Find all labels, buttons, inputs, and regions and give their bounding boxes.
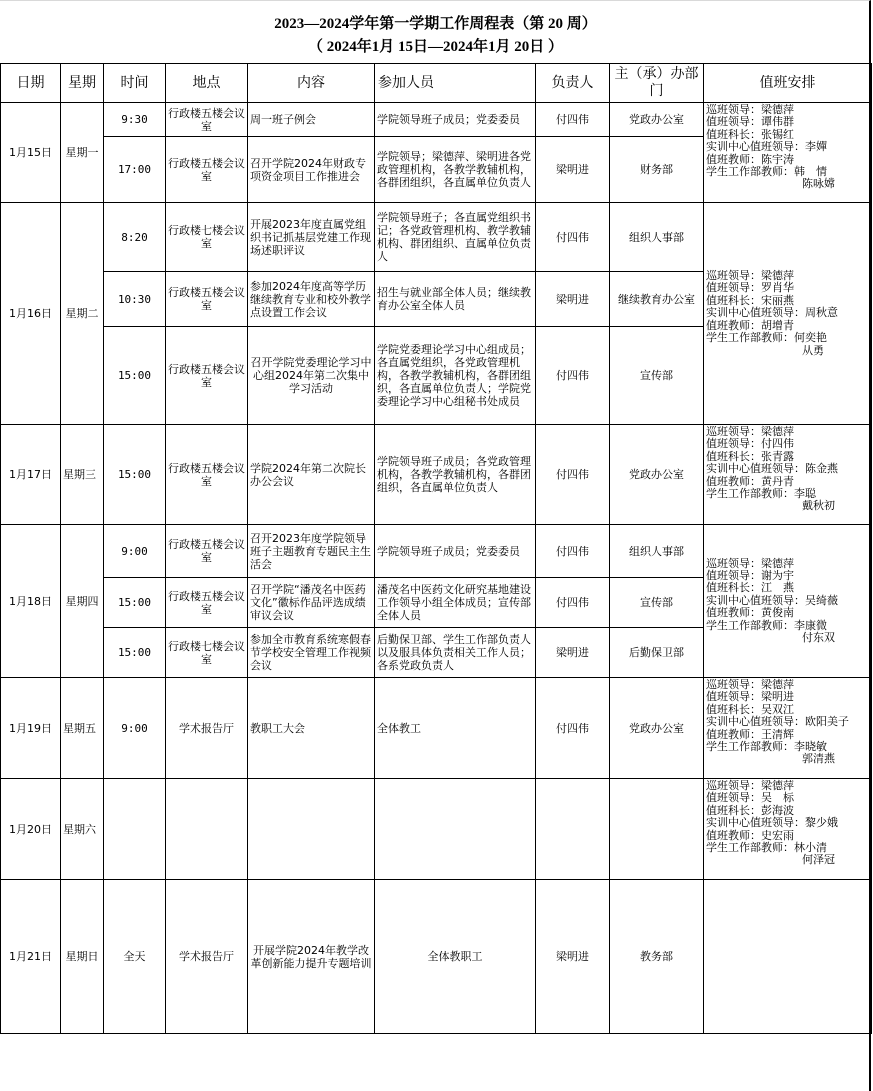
duty-line: 值班教师：史宏雨 bbox=[706, 828, 794, 842]
blank-area bbox=[0, 1034, 871, 1091]
page-subtitle: （ 2024年1月 15日—2024年1月 20日 ） bbox=[307, 39, 563, 55]
owner-cell: 付四伟 bbox=[536, 525, 610, 578]
location-cell: 学术报告厅 bbox=[166, 678, 248, 779]
duty-line: 何泽冠 bbox=[802, 853, 835, 867]
participants-cell bbox=[375, 779, 536, 880]
duty-line: 学生工作部教师：李晓敏 bbox=[706, 740, 827, 754]
header-row bbox=[1, 64, 872, 103]
weekday-cell: 星期一 bbox=[61, 103, 104, 203]
duty-line: 学生工作部教师：李聪 bbox=[706, 487, 816, 501]
content-cell: 开展学院2024年教学改革创新能力提升专题培训 bbox=[248, 880, 375, 1034]
duty-line: 巡班领导：梁德萍 bbox=[706, 425, 794, 438]
date-cell: 1月15日 bbox=[1, 103, 61, 203]
content-cell bbox=[248, 779, 375, 880]
participants-cell: 招生与就业部全体人员；继续教育办公室全体人员 bbox=[375, 272, 536, 327]
duty-cell bbox=[704, 880, 872, 1034]
duty-cell bbox=[704, 203, 872, 425]
weekday-cell: 星期五 bbox=[61, 678, 104, 779]
location-cell: 行政楼七楼会议室 bbox=[166, 628, 248, 678]
department-cell: 组织人事部 bbox=[610, 203, 704, 272]
duty-line: 从勇 bbox=[802, 343, 824, 357]
weekday-cell: 星期二 bbox=[61, 203, 104, 425]
owner-cell: 梁明进 bbox=[536, 880, 610, 1034]
owner-cell: 梁明进 bbox=[536, 628, 610, 678]
department-cell: 教务部 bbox=[610, 880, 704, 1034]
owner-cell: 付四伟 bbox=[536, 203, 610, 272]
department-cell: 财务部 bbox=[610, 137, 704, 203]
department-cell: 继续教育办公室 bbox=[610, 272, 704, 327]
col-header-owner: 负责人 bbox=[536, 64, 610, 103]
duty-cell bbox=[704, 425, 872, 525]
duty-line: 实训中心值班领导：吴绮薇 bbox=[706, 593, 838, 607]
participants-cell: 学院领导；梁德萍、梁明进各党政管理机构，各教学教辅机构，各群团组织，各直属单位负责人 bbox=[375, 137, 536, 203]
content-cell: 召开学院党委理论学习中心组2024年第二次集中学习活动 bbox=[248, 327, 375, 425]
time-cell: 8:20 bbox=[104, 203, 166, 272]
participants-cell: 学院领导班子成员；党委委员 bbox=[375, 103, 536, 137]
content-cell: 教职工大会 bbox=[248, 678, 375, 779]
department-cell: 组织人事部 bbox=[610, 525, 704, 578]
owner-cell: 梁明进 bbox=[536, 137, 610, 203]
table-row bbox=[1, 425, 872, 525]
col-header-date: 日期 bbox=[1, 64, 61, 103]
participants-cell: 全体教职工 bbox=[375, 880, 536, 1034]
time-cell: 9:00 bbox=[104, 525, 166, 578]
duty-line: 值班科长：宋丽燕 bbox=[706, 293, 794, 307]
time-cell: 9:00 bbox=[104, 678, 166, 779]
duty-line: 值班科长：江 燕 bbox=[706, 581, 794, 595]
duty-line: 实训中心值班领导：李嬋 bbox=[706, 140, 827, 154]
duty-cell bbox=[704, 779, 872, 880]
duty-line: 巡班领导：梁德萍 bbox=[706, 103, 794, 116]
duty-line: 值班领导：罗肖华 bbox=[706, 281, 794, 295]
date-cell: 1月19日 bbox=[1, 678, 61, 779]
time-cell: 15:00 bbox=[104, 578, 166, 628]
duty-line: 实训中心值班领导：黎少娥 bbox=[706, 816, 838, 830]
col-header-weekday: 星期 bbox=[61, 64, 104, 103]
col-header-participants: 参加人员 bbox=[375, 64, 536, 103]
time-cell: 全天 bbox=[104, 880, 166, 1034]
table-row bbox=[1, 678, 872, 779]
location-cell: 行政楼五楼会议室 bbox=[166, 103, 248, 137]
owner-cell: 梁明进 bbox=[536, 272, 610, 327]
table-row bbox=[1, 525, 872, 578]
duty-line: 付东双 bbox=[802, 631, 835, 645]
time-cell: 9:30 bbox=[104, 103, 166, 137]
owner-cell: 付四伟 bbox=[536, 678, 610, 779]
content-cell: 参加全市教育系统寒假春节学校安全管理工作视频会议 bbox=[248, 628, 375, 678]
department-cell bbox=[610, 779, 704, 880]
duty-line: 学生工作部教师：何奕艳 bbox=[706, 331, 827, 345]
col-header-time: 时间 bbox=[104, 64, 166, 103]
time-cell: 17:00 bbox=[104, 137, 166, 203]
location-cell: 行政楼五楼会议室 bbox=[166, 578, 248, 628]
participants-cell: 学院党委理论学习中心组成员；各直属党组织，各党政管理机构，各教学教辅机构，各群团组织，各直属单位负责人；学院党委理论学习中心组秘书处成员 bbox=[375, 327, 536, 425]
department-cell: 党政办公室 bbox=[610, 103, 704, 137]
location-cell bbox=[166, 779, 248, 880]
weekday-cell: 星期六 bbox=[61, 779, 104, 880]
participants-cell: 学院领导班子；各直属党组织书记；各党政管理机构、教学教辅机构、群团组织、直属单位负责人 bbox=[375, 203, 536, 272]
duty-line: 值班领导：谢为宇 bbox=[706, 568, 794, 582]
date-cell: 1月20日 bbox=[1, 779, 61, 880]
col-header-location: 地点 bbox=[166, 64, 248, 103]
duty-line: 郭清燕 bbox=[802, 752, 835, 766]
date-cell: 1月18日 bbox=[1, 525, 61, 678]
duty-line: 陈咏嫦 bbox=[802, 177, 835, 191]
duty-line: 值班教师：黄丹青 bbox=[706, 474, 794, 488]
time-cell: 15:00 bbox=[104, 628, 166, 678]
duty-line: 实训中心值班领导：周秋意 bbox=[706, 306, 838, 320]
department-cell: 党政办公室 bbox=[610, 678, 704, 779]
page-title: 2023—2024学年第一学期工作周程表（第 20 周） bbox=[274, 16, 597, 32]
time-cell: 10:30 bbox=[104, 272, 166, 327]
department-cell: 宣传部 bbox=[610, 578, 704, 628]
location-cell: 行政楼五楼会议室 bbox=[166, 425, 248, 525]
location-cell: 行政楼五楼会议室 bbox=[166, 327, 248, 425]
table-row bbox=[1, 880, 872, 1034]
time-cell: 15:00 bbox=[104, 425, 166, 525]
duty-line: 学生工作部教师：韩 情 bbox=[706, 165, 827, 179]
duty-line: 值班科长：张青露 bbox=[706, 449, 794, 463]
location-cell: 学术报告厅 bbox=[166, 880, 248, 1034]
duty-line: 实训中心值班领导：欧阳美子 bbox=[706, 715, 849, 729]
duty-line: 巡班领导：梁德萍 bbox=[706, 269, 794, 283]
participants-cell: 学院领导班子成员；党委委员 bbox=[375, 525, 536, 578]
participants-cell: 全体教工 bbox=[375, 678, 536, 779]
duty-line: 戴秋初 bbox=[802, 499, 835, 513]
participants-cell: 后勤保卫部、学生工作部负责人以及服具体负责相关工作人员； 各系党政负责人 bbox=[375, 628, 536, 678]
weekday-cell: 星期日 bbox=[61, 880, 104, 1034]
weekday-cell: 星期三 bbox=[61, 425, 104, 525]
content-cell: 召开学院“潘茂名中医药文化”徽标作品评选成绩审议会议 bbox=[248, 578, 375, 628]
duty-cell bbox=[704, 103, 872, 203]
content-cell: 召开2023年度学院领导班子主题教育专题民主生活会 bbox=[248, 525, 375, 578]
table-row bbox=[1, 203, 872, 272]
participants-cell: 学院领导班子成员；各党政管理机构，各教学教辅机构，各群团组织，各直属单位负责人 bbox=[375, 425, 536, 525]
location-cell: 行政楼五楼会议室 bbox=[166, 272, 248, 327]
owner-cell: 付四伟 bbox=[536, 327, 610, 425]
department-cell: 后勤保卫部 bbox=[610, 628, 704, 678]
duty-line: 学生工作部教师：李康微 bbox=[706, 618, 827, 632]
schedule-table bbox=[0, 63, 872, 1034]
title-block bbox=[0, 0, 871, 64]
location-cell: 行政楼五楼会议室 bbox=[166, 525, 248, 578]
content-cell: 学院2024年第二次院长办公会议 bbox=[248, 425, 375, 525]
duty-line: 值班科长：彭海波 bbox=[706, 803, 794, 817]
time-cell: 15:00 bbox=[104, 327, 166, 425]
date-cell: 1月17日 bbox=[1, 425, 61, 525]
table-row bbox=[1, 779, 872, 880]
duty-line: 值班领导：吴 标 bbox=[706, 791, 794, 805]
duty-cell bbox=[704, 525, 872, 678]
date-cell: 1月16日 bbox=[1, 203, 61, 425]
time-cell bbox=[104, 779, 166, 880]
content-cell: 参加2024年度高等学历继续教育专业和校外教学点设置工作会议 bbox=[248, 272, 375, 327]
duty-line: 实训中心值班领导：陈金燕 bbox=[706, 462, 838, 476]
duty-line: 值班教师：黄俊南 bbox=[706, 606, 794, 620]
table-row bbox=[1, 103, 872, 137]
duty-line: 巡班领导：梁德萍 bbox=[706, 678, 794, 691]
col-header-duty: 值班安排 bbox=[704, 64, 872, 103]
col-header-content: 内容 bbox=[248, 64, 375, 103]
content-cell: 周一班子例会 bbox=[248, 103, 375, 137]
content-cell: 开展2023年度直属党组织书记抓基层党建工作现场述职评议 bbox=[248, 203, 375, 272]
participants-cell: 潘茂名中医药文化研究基地建设工作领导小组全体成员；宣传部全体人员 bbox=[375, 578, 536, 628]
owner-cell: 付四伟 bbox=[536, 578, 610, 628]
owner-cell: 付四伟 bbox=[536, 425, 610, 525]
duty-line: 值班领导：谭伟群 bbox=[706, 115, 794, 129]
weekday-cell: 星期四 bbox=[61, 525, 104, 678]
owner-cell: 付四伟 bbox=[536, 103, 610, 137]
duty-line: 值班教师：胡增青 bbox=[706, 318, 794, 332]
duty-line: 学生工作部教师：林小清 bbox=[706, 841, 827, 855]
duty-line: 巡班领导：梁德萍 bbox=[706, 779, 794, 792]
duty-line: 值班教师：陈宇涛 bbox=[706, 152, 794, 166]
department-cell: 党政办公室 bbox=[610, 425, 704, 525]
duty-line: 值班领导：梁明进 bbox=[706, 690, 794, 704]
location-cell: 行政楼五楼会议室 bbox=[166, 137, 248, 203]
date-cell: 1月21日 bbox=[1, 880, 61, 1034]
owner-cell bbox=[536, 779, 610, 880]
duty-cell bbox=[704, 678, 872, 779]
duty-line: 巡班领导：梁德萍 bbox=[706, 556, 794, 570]
department-cell: 宣传部 bbox=[610, 327, 704, 425]
duty-line: 值班科长：吴双江 bbox=[706, 702, 794, 716]
col-header-department: 主（承）办部门 bbox=[610, 64, 704, 103]
duty-line: 值班科长：张锡红 bbox=[706, 127, 794, 141]
location-cell: 行政楼七楼会议室 bbox=[166, 203, 248, 272]
duty-line: 值班教师：王清辉 bbox=[706, 727, 794, 741]
content-cell: 召开学院2024年财政专项资金项目工作推进会 bbox=[248, 137, 375, 203]
duty-line: 值班领导：付四伟 bbox=[706, 437, 794, 451]
